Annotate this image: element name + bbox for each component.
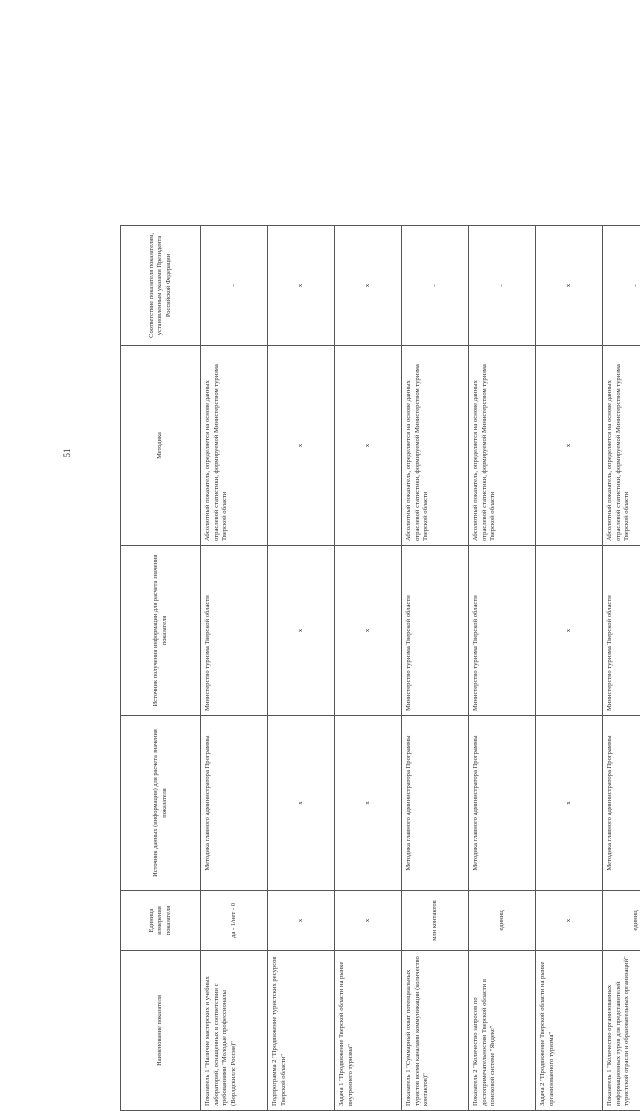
cell-compliance: х	[335, 226, 402, 346]
page-number: 51	[60, 446, 74, 460]
indicator-table	[120, 225, 640, 1111]
cell-indicator-name: Показатель 1 "Количество организованных информационных туров для представителей туристской отрасли и образовательных организаций"	[603, 951, 640, 1111]
cell-indicator-name: Показатель 2 "Количество запросов по достопримечательностям Тверской области в поисковой системе "Яндекс"	[469, 951, 536, 1111]
table-row	[603, 226, 640, 1111]
cell-indicator-name: Подпрограмма 2 "Продвижение туристских ресурсов Тверской области"	[268, 951, 335, 1111]
cell-method: х	[268, 346, 335, 546]
cell-indicator-name: Показатель 1 "Суммарный охват потенциальных туристов всеми каналами коммуникации (количество контактов)"	[402, 951, 469, 1111]
indicator-table-rotated	[120, 226, 605, 1111]
cell-compliance: -	[469, 226, 536, 346]
table-row	[268, 226, 335, 1111]
cell-compliance: х	[536, 226, 603, 346]
cell-unit: единиц	[603, 891, 640, 951]
cell-info-source: Министерство туризма Тверской области	[603, 546, 640, 716]
table-row	[201, 226, 268, 1111]
cell-info-source: х	[268, 546, 335, 716]
cell-compliance: -	[201, 226, 268, 346]
cell-data-source: Методика главного администратора Программы	[402, 716, 469, 891]
cell-unit: да - 1/нет - 0	[201, 891, 268, 951]
cell-data-source: Методика главного администратора Программы	[603, 716, 640, 891]
cell-compliance: -	[402, 226, 469, 346]
table-row	[536, 226, 603, 1111]
cell-data-source: х	[335, 716, 402, 891]
cell-info-source: х	[536, 546, 603, 716]
header-compliance: Соответствие показателя показателям, установленным указами Президента Российской Федерации	[121, 226, 201, 346]
cell-method: Абсолютный показатель, определяется на основе данных отраслевой статистики, формируемой Министерством туризма Тверской области	[402, 346, 469, 546]
header-data-source: Источник данных (информации) для расчета значения показателя	[121, 716, 201, 891]
cell-data-source: х	[268, 716, 335, 891]
table-row	[335, 226, 402, 1111]
cell-unit: х	[536, 891, 603, 951]
table-row	[402, 226, 469, 1111]
table-header-row	[121, 226, 201, 1111]
cell-method: х	[536, 346, 603, 546]
cell-unit: единиц	[469, 891, 536, 951]
header-method: Методика	[121, 346, 201, 546]
cell-info-source: Министерство туризма Тверской области	[201, 546, 268, 716]
cell-info-source: х	[335, 546, 402, 716]
header-indicator-name: Наименование показателя	[121, 951, 201, 1111]
cell-compliance: х	[268, 226, 335, 346]
table-row	[469, 226, 536, 1111]
cell-unit: х	[335, 891, 402, 951]
cell-data-source: Методика главного администратора Программы	[201, 716, 268, 891]
cell-method: х	[335, 346, 402, 546]
cell-indicator-name: Задача 2 "Продвижение Тверской области на рынке организованного туризма"	[536, 951, 603, 1111]
header-info-source: Источник получения информации для расчета значения показателя	[121, 546, 201, 716]
cell-method: Абсолютный показатель, определяется на основе данных отраслевой статистики, формируемой Министерством туризма Тверской области	[469, 346, 536, 546]
cell-info-source: Министерство туризма Тверской области	[469, 546, 536, 716]
cell-method: Абсолютный показатель, определяется на основе данных отраслевой статистики, формируемой Министерством туризма Тверской области	[603, 346, 640, 546]
cell-method: Абсолютный показатель, определяется на основе данных отраслевой статистики, формируемой Министерством туризма Тверской области	[201, 346, 268, 546]
cell-indicator-name: Задача 1 "Продвижение Тверской области на рынке внутреннего туризма"	[335, 951, 402, 1111]
cell-indicator-name: Показатель 1 "Наличие мастерских и учебных лабораторий, оснащенных в соответствии с требованиями "Молодые профессионалы (Ворлдскиллс Россия)"	[201, 951, 268, 1111]
cell-data-source: х	[536, 716, 603, 891]
cell-compliance: -	[603, 226, 640, 346]
cell-data-source: Методика главного администратора Программы	[469, 716, 536, 891]
cell-info-source: Министерство туризма Тверской области	[402, 546, 469, 716]
header-unit: Единица измерения показателя	[121, 891, 201, 951]
cell-unit: млн контактов	[402, 891, 469, 951]
cell-unit: х	[268, 891, 335, 951]
